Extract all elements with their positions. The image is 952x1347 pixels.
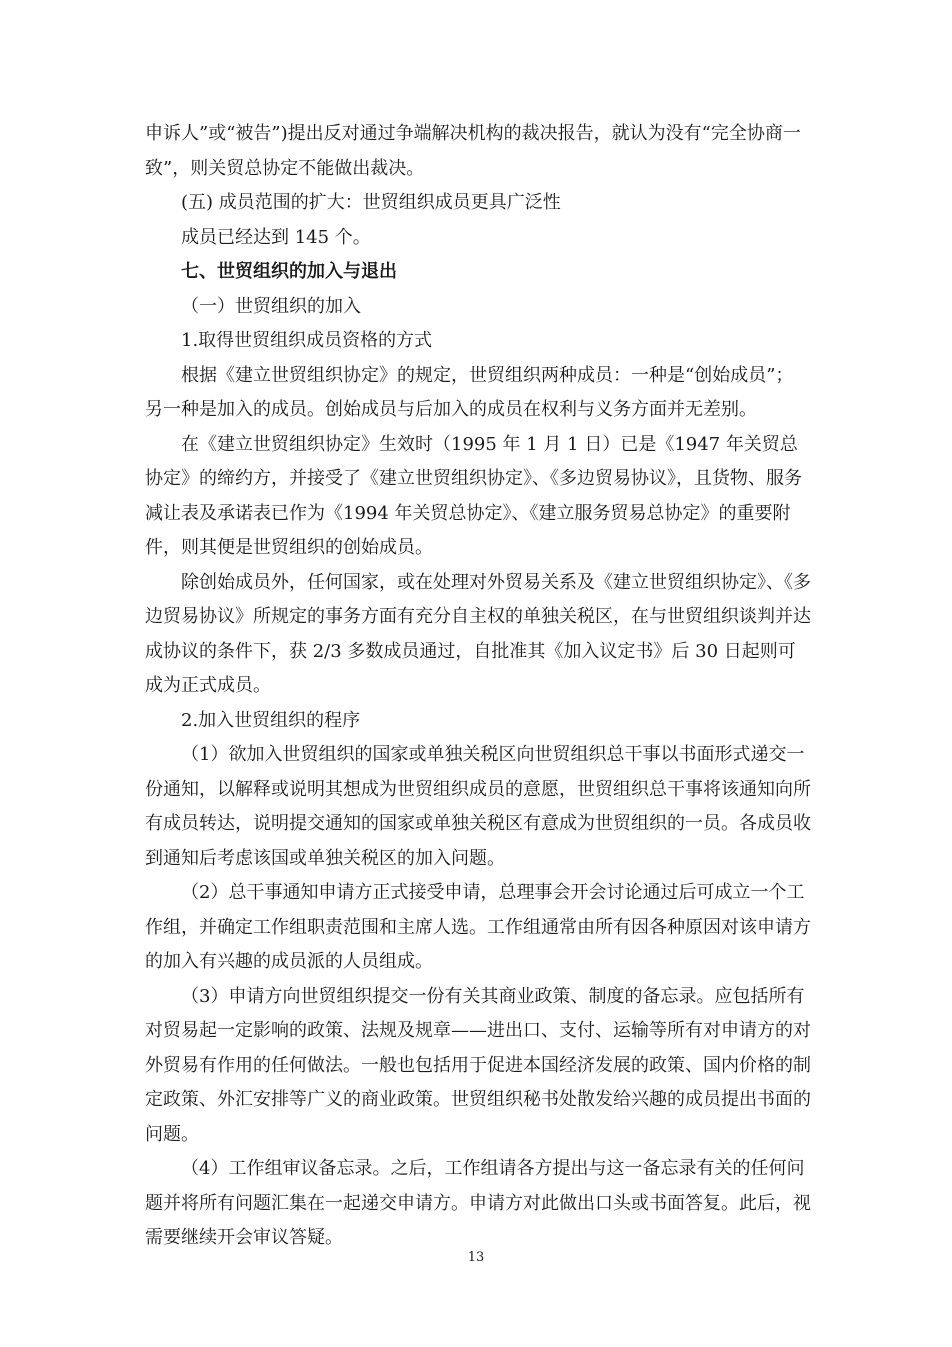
- subheading-membership-methods: 1.取得世贸组织成员资格的方式: [181, 330, 433, 351]
- paragraph-step-3: （3）申请方向世贸组织提交一份有关其商业政策、制度的备忘录。应包括所有对贸易起一定影响的政策、法规及规章——进出口、支付、运输等所有对申请方的对外贸易有作用的任何做法。一般也包括用于促进本国经济发展的政策、国内价格的制定政策、外汇安排等广义的商业政策。世贸组织秘书处散发给兴趣的成员提出书面的问题。: [145, 985, 811, 1145]
- paragraph-other-members: 除创始成员外，任何国家，或在处理对外贸易关系及《建立世贸组织协定》、《多边贸易协议》所规定的事务方面有充分自主权的单独关税区，在与世贸组织谈判并达成协议的条件下，获 2/3 多数成员通过，自批准其《加入议定书》后 30 日起则可成为正式成员。: [145, 571, 811, 696]
- paragraph-step-1: （1）欲加入世贸组织的国家或单独关税区向世贸组织总干事以书面形式递交一份通知，以解释或说明其想成为世贸组织成员的意愿，世贸组织总干事将该通知向所有成员转达，说明提交通知的国家或单独关税区有意成为世贸组织的一员。各成员收到通知后考虑该国或单独关税区的加入问题。: [145, 744, 811, 869]
- paragraph-member-count: 成员已经达到 145 个。: [181, 226, 371, 248]
- section-heading-7: 七、世贸组织的加入与退出: [181, 261, 397, 282]
- subheading-member-scope: (五) 成员范围的扩大：世贸组织成员更具广泛性: [181, 192, 561, 213]
- paragraph-two-types: 根据《建立世贸组织协定》的规定，世贸组织两种成员：一种是“创始成员”；另一种是加入的成员。创始成员与后加入的成员在权利与义务方面并无差别。: [145, 364, 794, 420]
- paragraph-continuation: 申诉人”或“被告”)提出反对通过争端解决机构的裁决报告，就认为没有“完全协商一致”，则关贸总协定不能做出裁决。: [145, 123, 801, 179]
- paragraph-step-2: （2）总干事通知申请方正式接受申请，总理事会开会讨论通过后可成立一个工作组，并确定工作组职责范围和主席人选。工作组通常由所有因各种原因对该申请方的加入有兴趣的成员派的人员组成。: [145, 882, 811, 972]
- subheading-accession-procedure: 2.加入世贸组织的程序: [181, 709, 361, 731]
- page-body: [145, 117, 811, 1256]
- paragraph-step-4: （4）工作组审议备忘录。之后，工作组请各方提出与这一备忘录有关的任何问题并将所有问题汇集在一起递交申请方。申请方对此做出口头或书面答复。此后，视需要继续开会审议答疑。: [145, 1158, 811, 1248]
- subheading-accession: （一）世贸组织的加入: [181, 295, 361, 317]
- paragraph-founding-members: 在《建立世贸组织协定》生效时（1995 年 1 月 1 日）已是《1947 年关贸总协定》的缔约方，并接受了《建立世贸组织协定》、《多边贸易协议》，且货物、服务减让表及承诺表已作为《1994 年关贸总协定》、《建立服务贸易总协定》的重要附件，则其便是世贸组织的创始成员。: [145, 433, 802, 558]
- page-number: 13: [467, 1250, 485, 1265]
